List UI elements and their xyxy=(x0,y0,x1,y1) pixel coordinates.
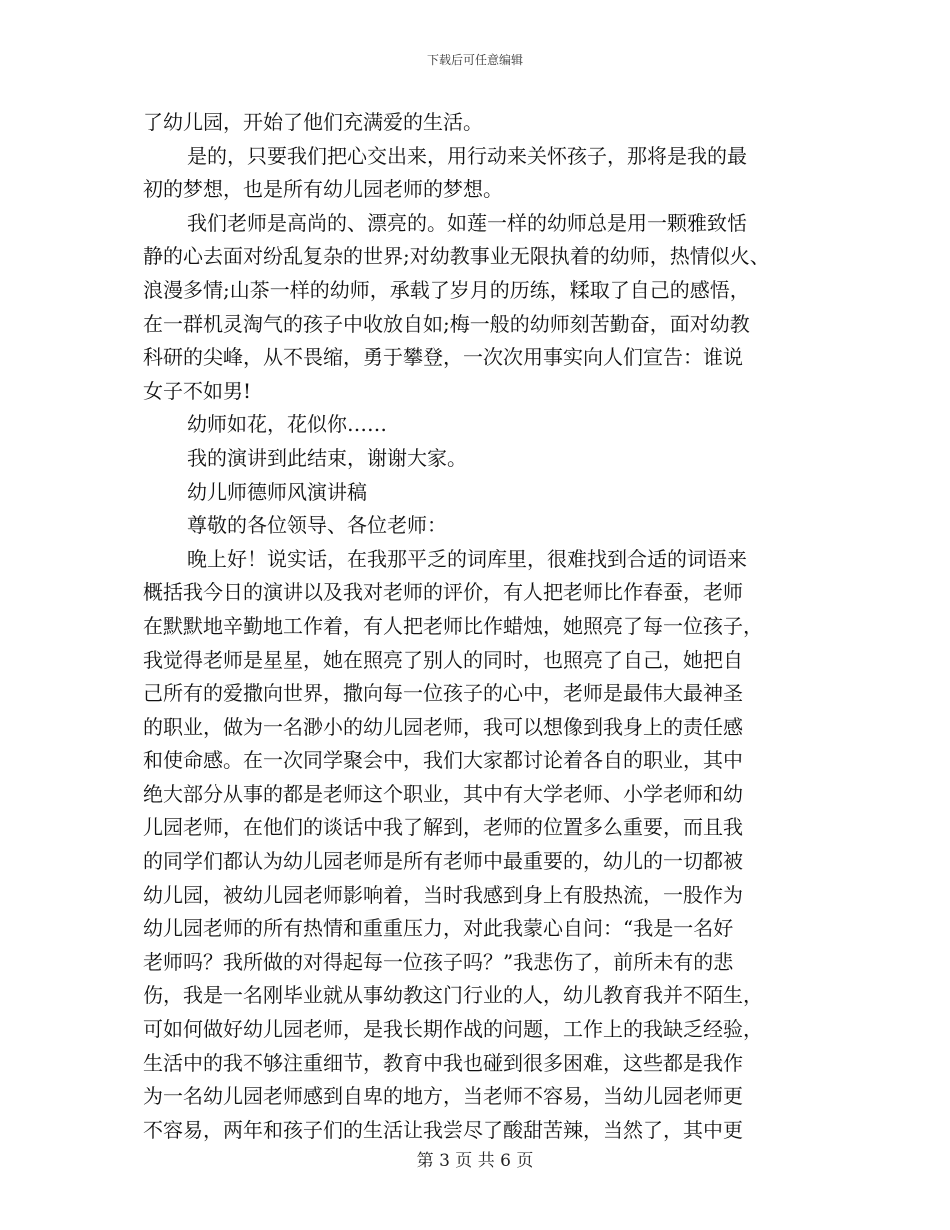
text-line: 己所有的爱撒向世界，撒向每一位孩子的心中，老师是最伟大最神圣 xyxy=(143,681,743,706)
text-line: 伤，我是一名刚毕业就从事幼教这门行业的人，幼儿教育我并不陌生， xyxy=(143,983,763,1008)
text-line: 老师吗？我所做的对得起每一位孩子吗？”我悲伤了，前所未有的悲 xyxy=(143,949,734,974)
text-line: 浪漫多情;山茶一样的幼师，承载了岁月的历练，糅取了自己的感悟， xyxy=(143,277,750,302)
text-line: 幼儿园老师的所有热情和重重压力，对此我蒙心自问：“我是一名好 xyxy=(143,916,734,941)
text-line: 女子不如男! xyxy=(143,378,252,403)
section-title: 幼儿师德师风演讲稿 xyxy=(187,479,367,504)
text-line: 了幼儿园，开始了他们充满爱的生活。 xyxy=(143,110,483,134)
text-line: 科研的尖峰，从不畏缩，勇于攀登，一次次用事实向人们宣告：谁说 xyxy=(143,345,743,370)
text-line: 不容易，两年和孩子们的生活让我尝尽了酸甜苦辣，当然了，其中更 xyxy=(143,1117,743,1142)
text-line: 静的心去面对纷乱复杂的世界;对幼教事业无限执着的幼师，热情似火、 xyxy=(143,244,770,269)
page-number: 第 3 页 共 6 页 xyxy=(416,1151,534,1171)
text-line: 绝大部分从事的都是老师这个职业，其中有大学老师、小学老师和幼 xyxy=(143,781,743,806)
text-line: 初的梦想，也是所有幼儿园老师的梦想。 xyxy=(143,177,503,202)
text-line: 晚上好！说实话，在我那平乏的词库里，很难找到合适的词语来 xyxy=(187,546,747,571)
text-line: 可如何做好幼儿园老师，是我长期作战的问题，工作上的我缺乏经验， xyxy=(143,1017,763,1042)
document-body xyxy=(143,106,823,1147)
text-line: 儿园老师，在他们的谈话中我了解到，老师的位置多么重要，而且我 xyxy=(143,815,743,840)
text-line: 的职业，做为一名渺小的幼儿园老师，我可以想像到我身上的责任感 xyxy=(143,714,743,739)
page-header: 下载后可任意编辑 xyxy=(426,53,523,67)
text-line: 我们老师是高尚的、漂亮的。如莲一样的幼师总是用一颗雅致恬 xyxy=(187,210,747,235)
text-line: 幼儿园，被幼儿园老师影响着，当时我感到身上有股热流，一股作为 xyxy=(143,882,743,907)
text-line: 概括我今日的演讲以及我对老师的评价，有人把老师比作春蚕，老师 xyxy=(143,580,743,605)
text-line: 在一群机灵淘气的孩子中收放自如;梅一般的幼师刻苦勤奋，面对幼教 xyxy=(143,311,750,336)
text-line: 是的，只要我们把心交出来，用行动来关怀孩子，那将是我的最 xyxy=(187,143,747,168)
text-line: 和使命感。在一次同学聚会中，我们大家都讨论着各自的职业，其中 xyxy=(143,748,743,773)
salutation: 尊敬的各位领导、各位老师： xyxy=(187,513,447,538)
text-line: 我觉得老师是星星，她在照亮了别人的同时，也照亮了自己，她把自 xyxy=(143,647,743,672)
text-line: 在默默地辛勤地工作着，有人把老师比作蜡烛，她照亮了每一位孩子， xyxy=(143,613,763,638)
text-line: 为一名幼儿园老师感到自卑的地方，当老师不容易，当幼儿园老师更 xyxy=(143,1084,743,1109)
text-line: 生活中的我不够注重细节，教育中我也碰到很多困难，这些都是我作 xyxy=(143,1050,743,1075)
text-line: 我的演讲到此结束，谢谢大家。 xyxy=(187,445,467,470)
text-line: 的同学们都认为幼儿园老师是所有老师中最重要的，幼儿的一切都被 xyxy=(143,849,743,874)
text-line: 幼师如花，花似你…… xyxy=(187,412,387,437)
